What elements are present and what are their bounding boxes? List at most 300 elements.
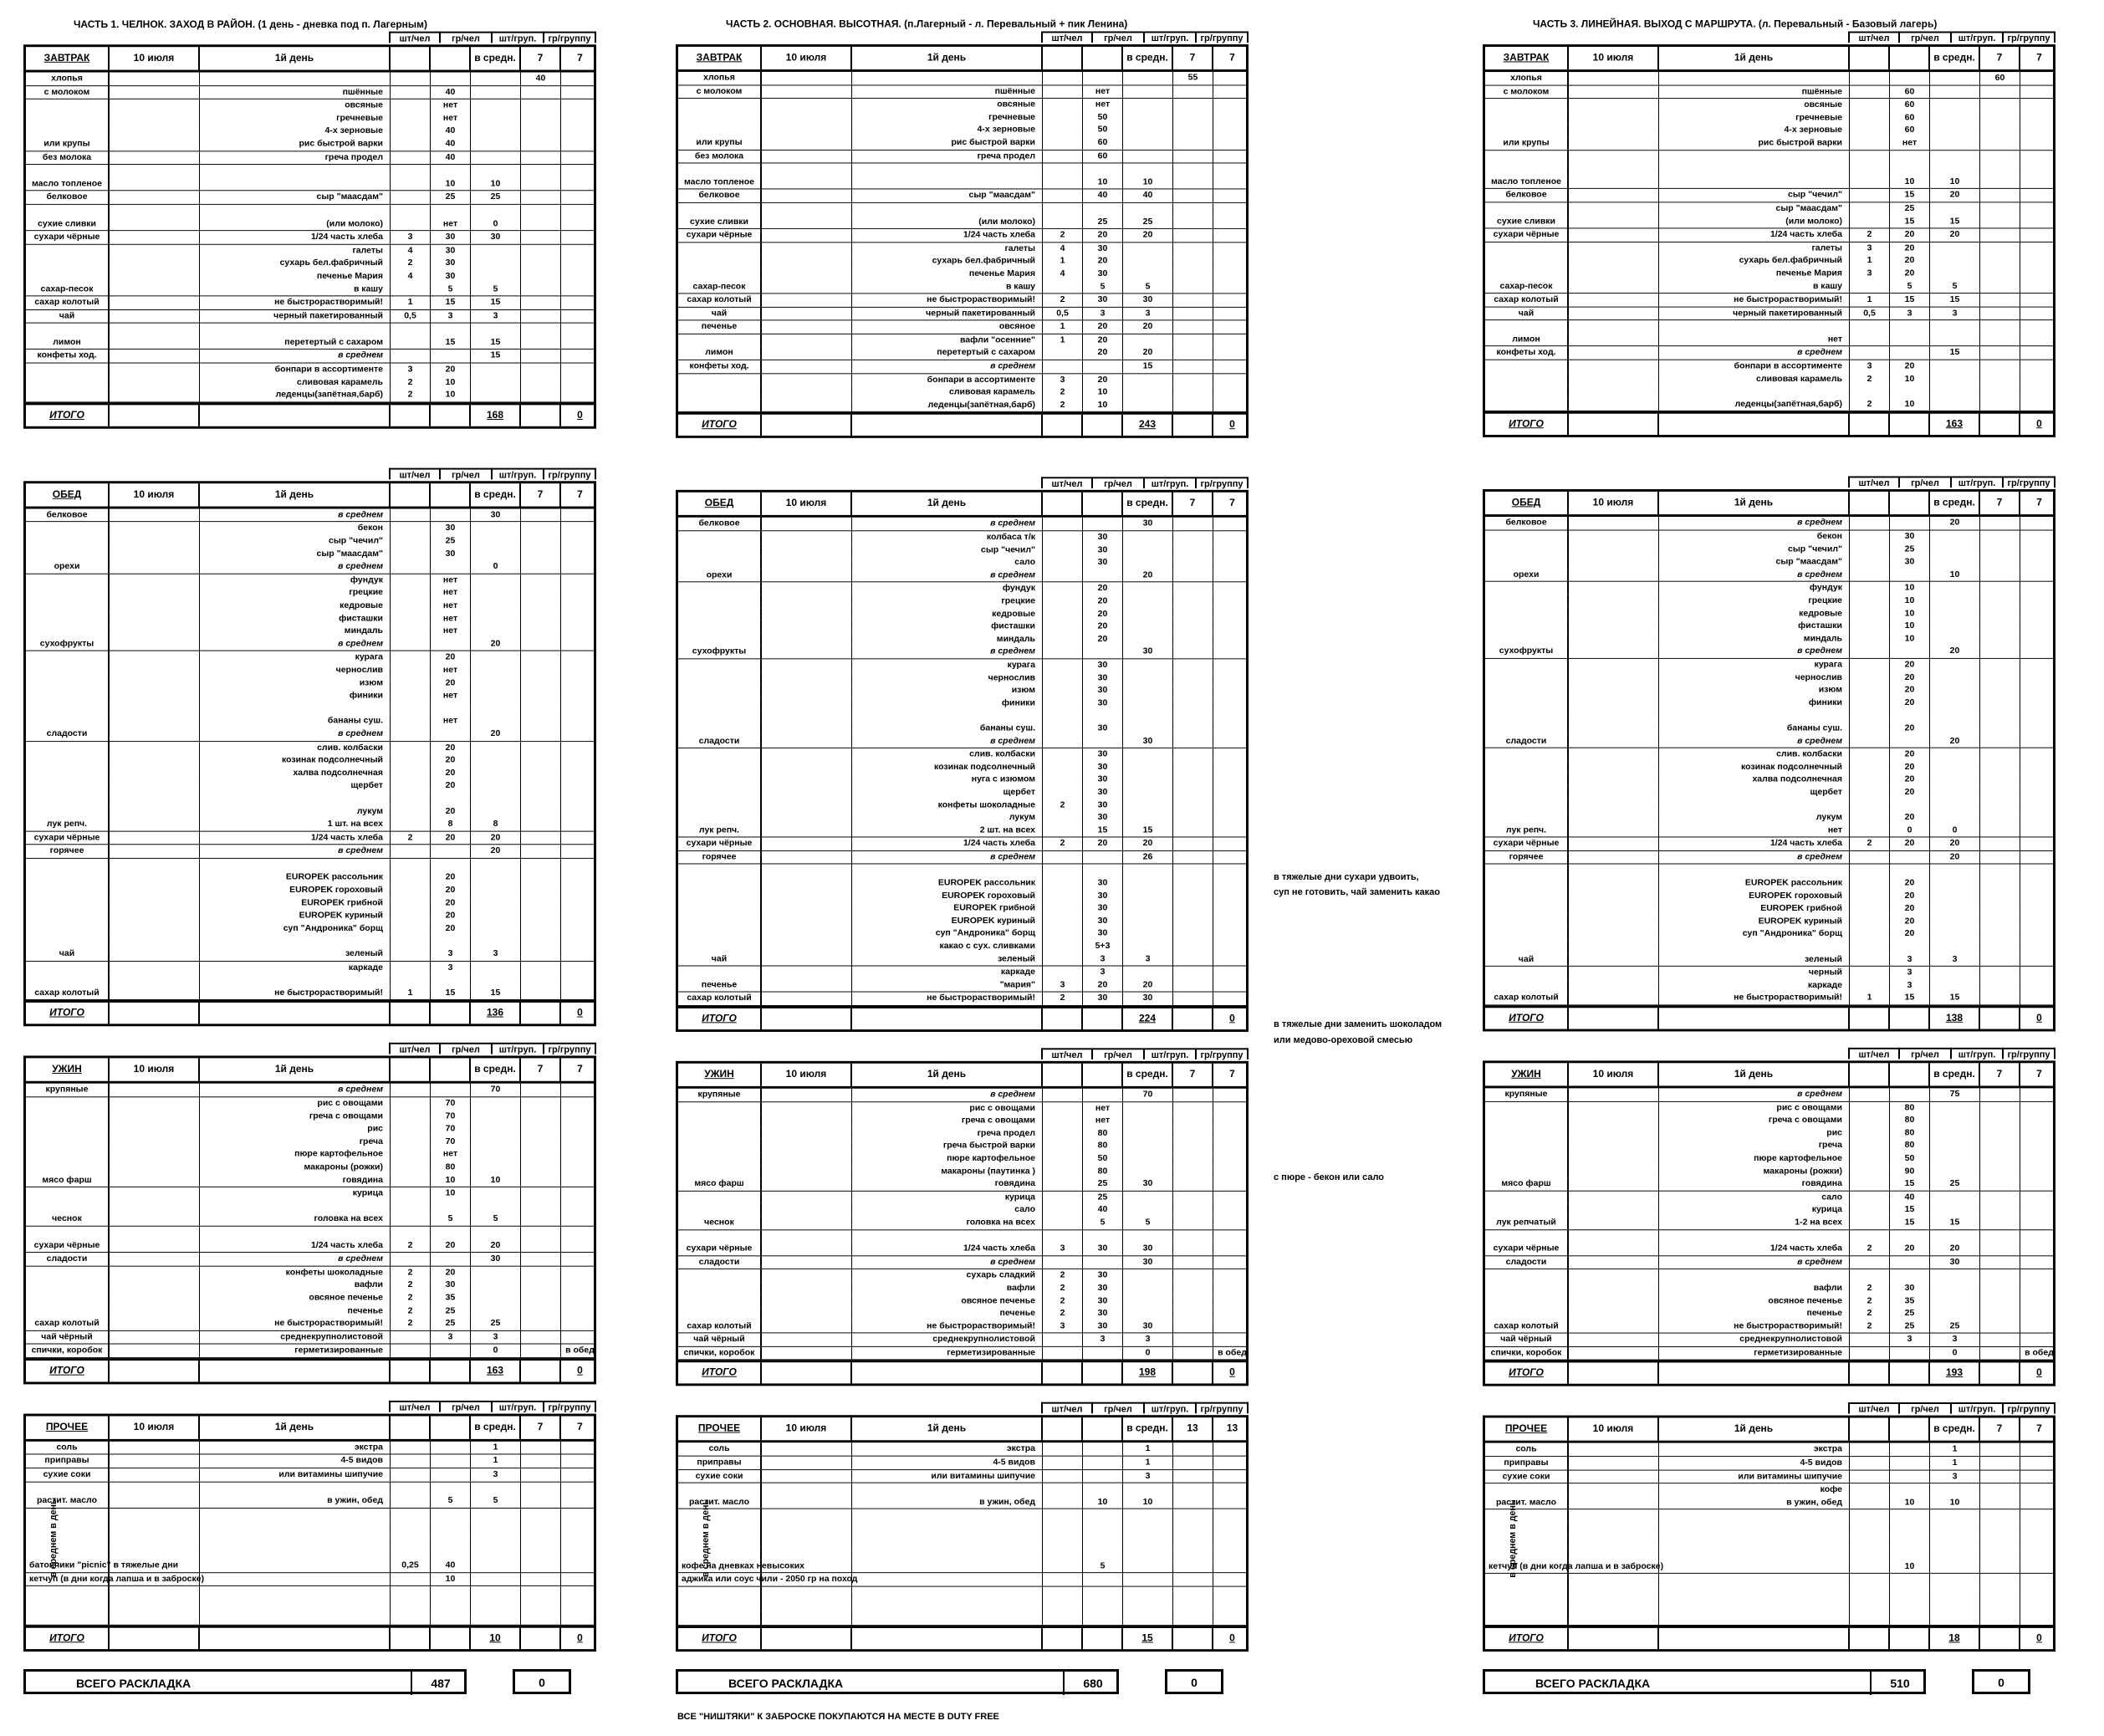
spacer-cell [110,364,200,376]
table-row [678,399,1246,412]
average-grams [1930,334,1980,346]
pieces-per-person [1043,735,1083,748]
product-item [200,1509,391,1521]
pieces-per-person: 2 [391,1317,431,1330]
pieces-per-person [1850,748,1890,761]
spacer-cell [110,638,200,651]
pieces-per-person: 2 [1043,799,1083,811]
product-group [26,1148,110,1161]
column-header-strip [676,1402,1249,1416]
group-total [561,548,599,560]
spacer-cell [762,748,852,761]
table-row [26,1495,594,1509]
group-total [561,535,599,548]
product-item: 1/24 часть хлеба [1659,229,1850,242]
grams-per-person [1083,1574,1123,1586]
group-value [1980,761,2020,774]
pieces-per-person [1043,556,1083,569]
group-value [521,1455,561,1468]
pieces-per-person [391,1213,431,1225]
group-value [1980,979,2020,992]
product-item: рис [200,1123,391,1136]
group-value [1173,99,1213,111]
product-group: чеснок [678,1217,762,1229]
grams-per-person: 15 [1890,1177,1930,1190]
product-group [1485,99,1569,111]
product-item: говядина [852,1178,1043,1191]
grams-per-person: 25 [431,1305,471,1317]
product-group: сухие соки [26,1468,110,1481]
grams-per-person [1890,941,1930,953]
average-grams [1123,1294,1173,1307]
spacer-cell [762,1307,852,1320]
grams-per-person: 3 [1083,953,1123,966]
blank-cell [521,1628,561,1649]
spacer-cell [762,915,852,927]
average-grams: 3 [471,1331,521,1344]
product-group [1485,556,1569,569]
pieces-per-person [1850,1523,1890,1535]
table-row [1485,163,2053,176]
group-value [521,1227,561,1239]
product-group [26,871,110,884]
table-row [1485,1334,2053,1347]
group-value [521,100,561,112]
spacer-cell [762,1587,852,1600]
group-value [1173,979,1213,992]
pieces-per-person [391,884,431,896]
table-row [26,1612,594,1626]
group-total [2020,799,2058,811]
product-item [200,1521,391,1534]
product-item: в среднем [1659,347,1850,360]
blank-cell [431,405,471,426]
spacer-cell [762,877,852,890]
grams-per-person: 10 [431,1174,471,1187]
group-value [521,270,561,283]
day-cell: 1й день [852,1418,1043,1441]
average-grams: 20 [1930,735,1980,748]
product-item: сыр "маасдам" [852,190,1043,202]
product-group [678,1102,762,1115]
group-total [1213,176,1251,189]
group-total [2020,1294,2058,1307]
product-item: вафли [200,1279,391,1292]
group-total [561,125,599,137]
grams-per-person: нет [1083,85,1123,98]
pieces-per-person [1043,583,1083,595]
spacer-cell [110,1123,200,1136]
product-item: леденцы(запётная,барб) [1659,398,1850,411]
average-grams [1930,633,1980,646]
group-total [2020,1548,2058,1560]
spacer-cell [1569,851,1659,864]
table-row [678,890,1246,902]
blank-cell [391,1003,431,1024]
average-grams: 30 [1123,993,1173,1005]
grams-per-person: 10 [1083,1496,1123,1509]
table-row [1485,1191,2053,1203]
product-item: рис с овощами [1659,1101,1850,1114]
group-value [1173,1534,1213,1547]
group-value [1980,334,2020,346]
table-row [1485,671,2053,684]
table-row [678,360,1246,374]
product-item: рис быстрой варки [852,136,1043,149]
group-total [561,165,599,177]
pieces-per-person [1043,659,1083,671]
pieces-per-person [1043,1192,1083,1204]
grams-per-person [1890,1510,1930,1523]
grams-per-person [1890,1523,1930,1535]
grams-per-person: 80 [1083,1165,1123,1177]
spacer-cell [762,659,852,671]
spacer-cell [762,825,852,837]
average-grams [1930,1523,1980,1535]
group-value [1980,280,2020,293]
product-group [1485,1586,1569,1599]
average-grams [1123,608,1173,620]
average-grams [1930,697,1980,709]
product-group [678,671,762,684]
pieces-per-person [391,1253,431,1265]
product-group [678,531,762,544]
table-row [1485,620,2053,632]
product-group [26,165,110,177]
product-item [1659,1535,1850,1548]
table-row [1485,1560,2053,1574]
average-grams [1930,774,1980,786]
table-row [678,334,1246,347]
column-header-grp_gr: гр/группу [2004,1402,2055,1414]
column-header-unit: шт/чел [389,32,441,43]
blank-cell [1890,47,1930,69]
product-item [200,702,391,715]
group-total [1213,633,1251,646]
blank-cell [1980,414,2020,435]
group-total [1213,825,1251,837]
date-cell: 10 июля [1569,1063,1659,1085]
spacer-cell [110,871,200,884]
average-grams [471,1305,521,1317]
grams-per-person: 60 [1890,125,1930,137]
pieces-per-person [1043,697,1083,710]
product-item [852,1587,1043,1600]
blank-cell [431,1059,471,1081]
blank-cell [1659,414,1850,435]
pieces-per-person: 2 [1850,838,1890,850]
group-total [1213,1217,1251,1229]
product-item: грецкие [1659,595,1850,607]
table-row [678,799,1246,811]
pieces-per-person [1043,1574,1083,1586]
blank-cell [1850,1418,1890,1441]
product-group: хлопья [678,72,762,84]
spacer-cell [110,1148,200,1161]
pieces-per-person: 3 [1850,243,1890,255]
grams-per-person [1890,1457,1930,1469]
pieces-per-person [1850,189,1890,202]
column-header-gr: гр/чел [441,1401,493,1412]
table-row [26,818,594,831]
table-row [1485,786,2053,799]
grams-per-person: 20 [1083,620,1123,633]
column-header-strip [676,1048,1249,1061]
product-item [200,793,391,805]
pieces-per-person [391,859,431,871]
grams-per-person: 20 [431,831,471,844]
spacer-cell [762,1496,852,1509]
pieces-per-person [391,922,431,935]
pieces-per-person [391,947,431,960]
group-value [1173,1192,1213,1204]
group-total [2020,1088,2058,1100]
pieces-per-person: 3 [1850,360,1890,373]
group-value [521,1495,561,1508]
group-total [1213,941,1251,953]
blank-cell [1890,1418,1930,1441]
product-group: сладости [678,735,762,748]
product-group [1485,865,1569,877]
total-group-value: 0 [577,1007,583,1019]
pieces-per-person [391,336,431,349]
average-grams [1930,1294,1980,1307]
table-row [1485,967,2053,979]
footer-note: ВСЕ "НИШТЯКИ" К ЗАБРОСКЕ ПОКУПАЮТСЯ НА МЕСТЕ В DUTY FREE [677,1712,999,1722]
product-group [678,659,762,671]
grams-per-person [1083,569,1123,582]
meal-header [678,493,1246,518]
spacer-cell [110,270,200,283]
column-header-grp_gr: гр/группу [1197,32,1249,43]
avg-cell: в средн. [471,47,521,69]
product-group [1485,111,1569,124]
product-group: кетчуп (в дни когда лапша и в заброске) [1485,1560,1569,1573]
average-grams [471,1586,521,1599]
grams-per-person [1083,72,1123,84]
grams-per-person: 50 [1083,1152,1123,1165]
product-group [1485,941,1569,953]
spacer-cell [1569,99,1659,111]
grams-per-person: 20 [1083,633,1123,646]
group-total [2020,255,2058,268]
spacer-cell [1569,722,1659,735]
column-header-grp_unit: шт/груп. [1952,1048,2004,1059]
product-group [26,962,110,974]
table-row [678,1612,1246,1626]
column-header-unit: шт/чел [389,467,441,479]
group-value [1173,203,1213,216]
average-grams: 10 [1123,176,1173,189]
product-group [1485,1152,1569,1165]
product-group: чай [1485,953,1569,966]
group-value [521,1200,561,1213]
product-item: в среднем [1659,851,1850,864]
table-row [1485,890,2053,902]
pieces-per-person: 0,5 [1850,307,1890,319]
column-header-grp_gr: гр/группу [1197,1402,1249,1414]
group-total [1213,111,1251,124]
table-row [1485,595,2053,607]
pieces-per-person [391,1148,431,1161]
product-item [200,859,391,871]
column-header-grp_unit: шт/груп. [1145,32,1197,43]
group-total [2020,1152,2058,1165]
product-item: кедровые [1659,607,1850,620]
average-grams [1123,1560,1173,1572]
product-group: сладости [1485,735,1569,748]
table-row [26,587,594,600]
total-value: 136 [471,1003,521,1024]
spacer-cell [1569,992,1659,1004]
pieces-per-person [391,818,431,830]
product-item: рис быстрой варки [200,138,391,151]
average-grams [471,910,521,922]
grams-per-person [1890,163,1930,176]
spacer-cell [1569,902,1659,915]
grams-per-person [431,638,471,651]
product-group [26,1509,110,1521]
spacer-cell [1569,1256,1659,1269]
group-value [1173,941,1213,953]
total-value: 163 [471,1361,521,1381]
average-grams: 20 [1123,838,1173,850]
product-group [1485,268,1569,280]
grams-per-person: нет [1083,1115,1123,1127]
group-total [1213,334,1251,347]
group-total [561,1123,599,1136]
pieces-per-person [391,1162,431,1174]
product-item: (или молоко) [852,216,1043,228]
table-row [26,1482,594,1494]
product-group [678,1269,762,1282]
group-value [1173,1522,1213,1534]
meal-table [1483,1060,2055,1386]
product-item: герметизированные [1659,1347,1850,1360]
product-item: 4-х зерновые [200,125,391,137]
product-item: каркаде [1659,979,1850,992]
grams-per-person [1083,646,1123,658]
product-item: сухарь бел.фабричный [1659,255,1850,268]
group-total [561,112,599,125]
group-value [1173,164,1213,176]
group-value [1980,953,2020,966]
product-group [26,600,110,612]
grams-per-person [431,1345,471,1357]
table-row [26,884,594,896]
pieces-per-person [1850,825,1890,837]
blank-cell [1173,415,1213,436]
grand-total-box [23,1669,467,1694]
group-value [1173,1115,1213,1127]
grams-per-person: 50 [1083,124,1123,136]
group-total [2020,517,2058,529]
product-item: фисташки [200,612,391,625]
spacer-cell [110,1097,200,1110]
spacer-cell [762,85,852,98]
group-total [561,1111,599,1123]
table-row [678,1140,1246,1152]
pieces-per-person [1850,697,1890,709]
product-item [200,1227,391,1239]
table-row [678,812,1246,825]
average-grams [1123,255,1173,268]
average-grams: 25 [1123,216,1173,228]
average-grams: 30 [471,1253,521,1265]
grams-per-person [431,165,471,177]
table-row [1485,659,2053,671]
total-group-value: 0 [2036,1366,2042,1379]
group-value [1173,268,1213,280]
spacer-cell [762,1509,852,1522]
grams-per-person: 5 [431,1495,471,1508]
spacer-cell [110,1136,200,1148]
table-row [1485,684,2053,697]
group-value [521,1239,561,1252]
table-row [26,664,594,677]
product-group: сладости [678,1256,762,1269]
blank-cell [521,405,561,426]
total-value: 243 [1123,415,1173,436]
product-item: в кашу [852,280,1043,293]
product-group [1485,151,1569,163]
group-value [1173,646,1213,658]
product-group: чеснок [26,1213,110,1225]
average-grams [1930,544,1980,556]
part-1-column [23,18,596,1652]
group-total [561,73,599,85]
group-total [561,871,599,884]
group-value [1980,320,2020,333]
grams-per-person: 20 [1083,838,1123,850]
grams-per-person: 80 [1890,1101,1930,1114]
grams-per-person: 80 [431,1162,471,1174]
average-grams [1930,1101,1980,1114]
meal-header [1485,1418,2053,1443]
product-group [26,767,110,779]
product-group [1485,1282,1569,1294]
grams-per-person: 20 [431,896,471,909]
table-row [678,190,1246,203]
group-value [1173,556,1213,569]
pieces-per-person: 2 [391,1292,431,1305]
product-item [852,203,1043,216]
blank-cell [1043,415,1083,436]
blank-cell [1659,1628,1850,1649]
spacer-cell [1569,1127,1659,1140]
spacer-cell [110,587,200,600]
product-item [200,177,391,190]
group-total [1213,1457,1251,1469]
group-value [1173,1574,1213,1586]
table-row [1485,582,2053,595]
product-group [1485,928,1569,941]
blank-cell [391,1416,431,1438]
group-total [1213,399,1251,411]
group-total [2020,215,2058,227]
pieces-per-person [1043,608,1083,620]
product-group [26,896,110,909]
pieces-per-person [1043,851,1083,864]
table-row [26,974,594,987]
average-grams [1123,1152,1173,1165]
product-item: EUROPEK рассольник [1659,877,1850,890]
pieces-per-person [391,350,431,362]
blank-cell [1083,1363,1123,1384]
blank-cell [1043,47,1083,69]
group-value [521,987,561,999]
blank-cell [1659,1008,1850,1029]
